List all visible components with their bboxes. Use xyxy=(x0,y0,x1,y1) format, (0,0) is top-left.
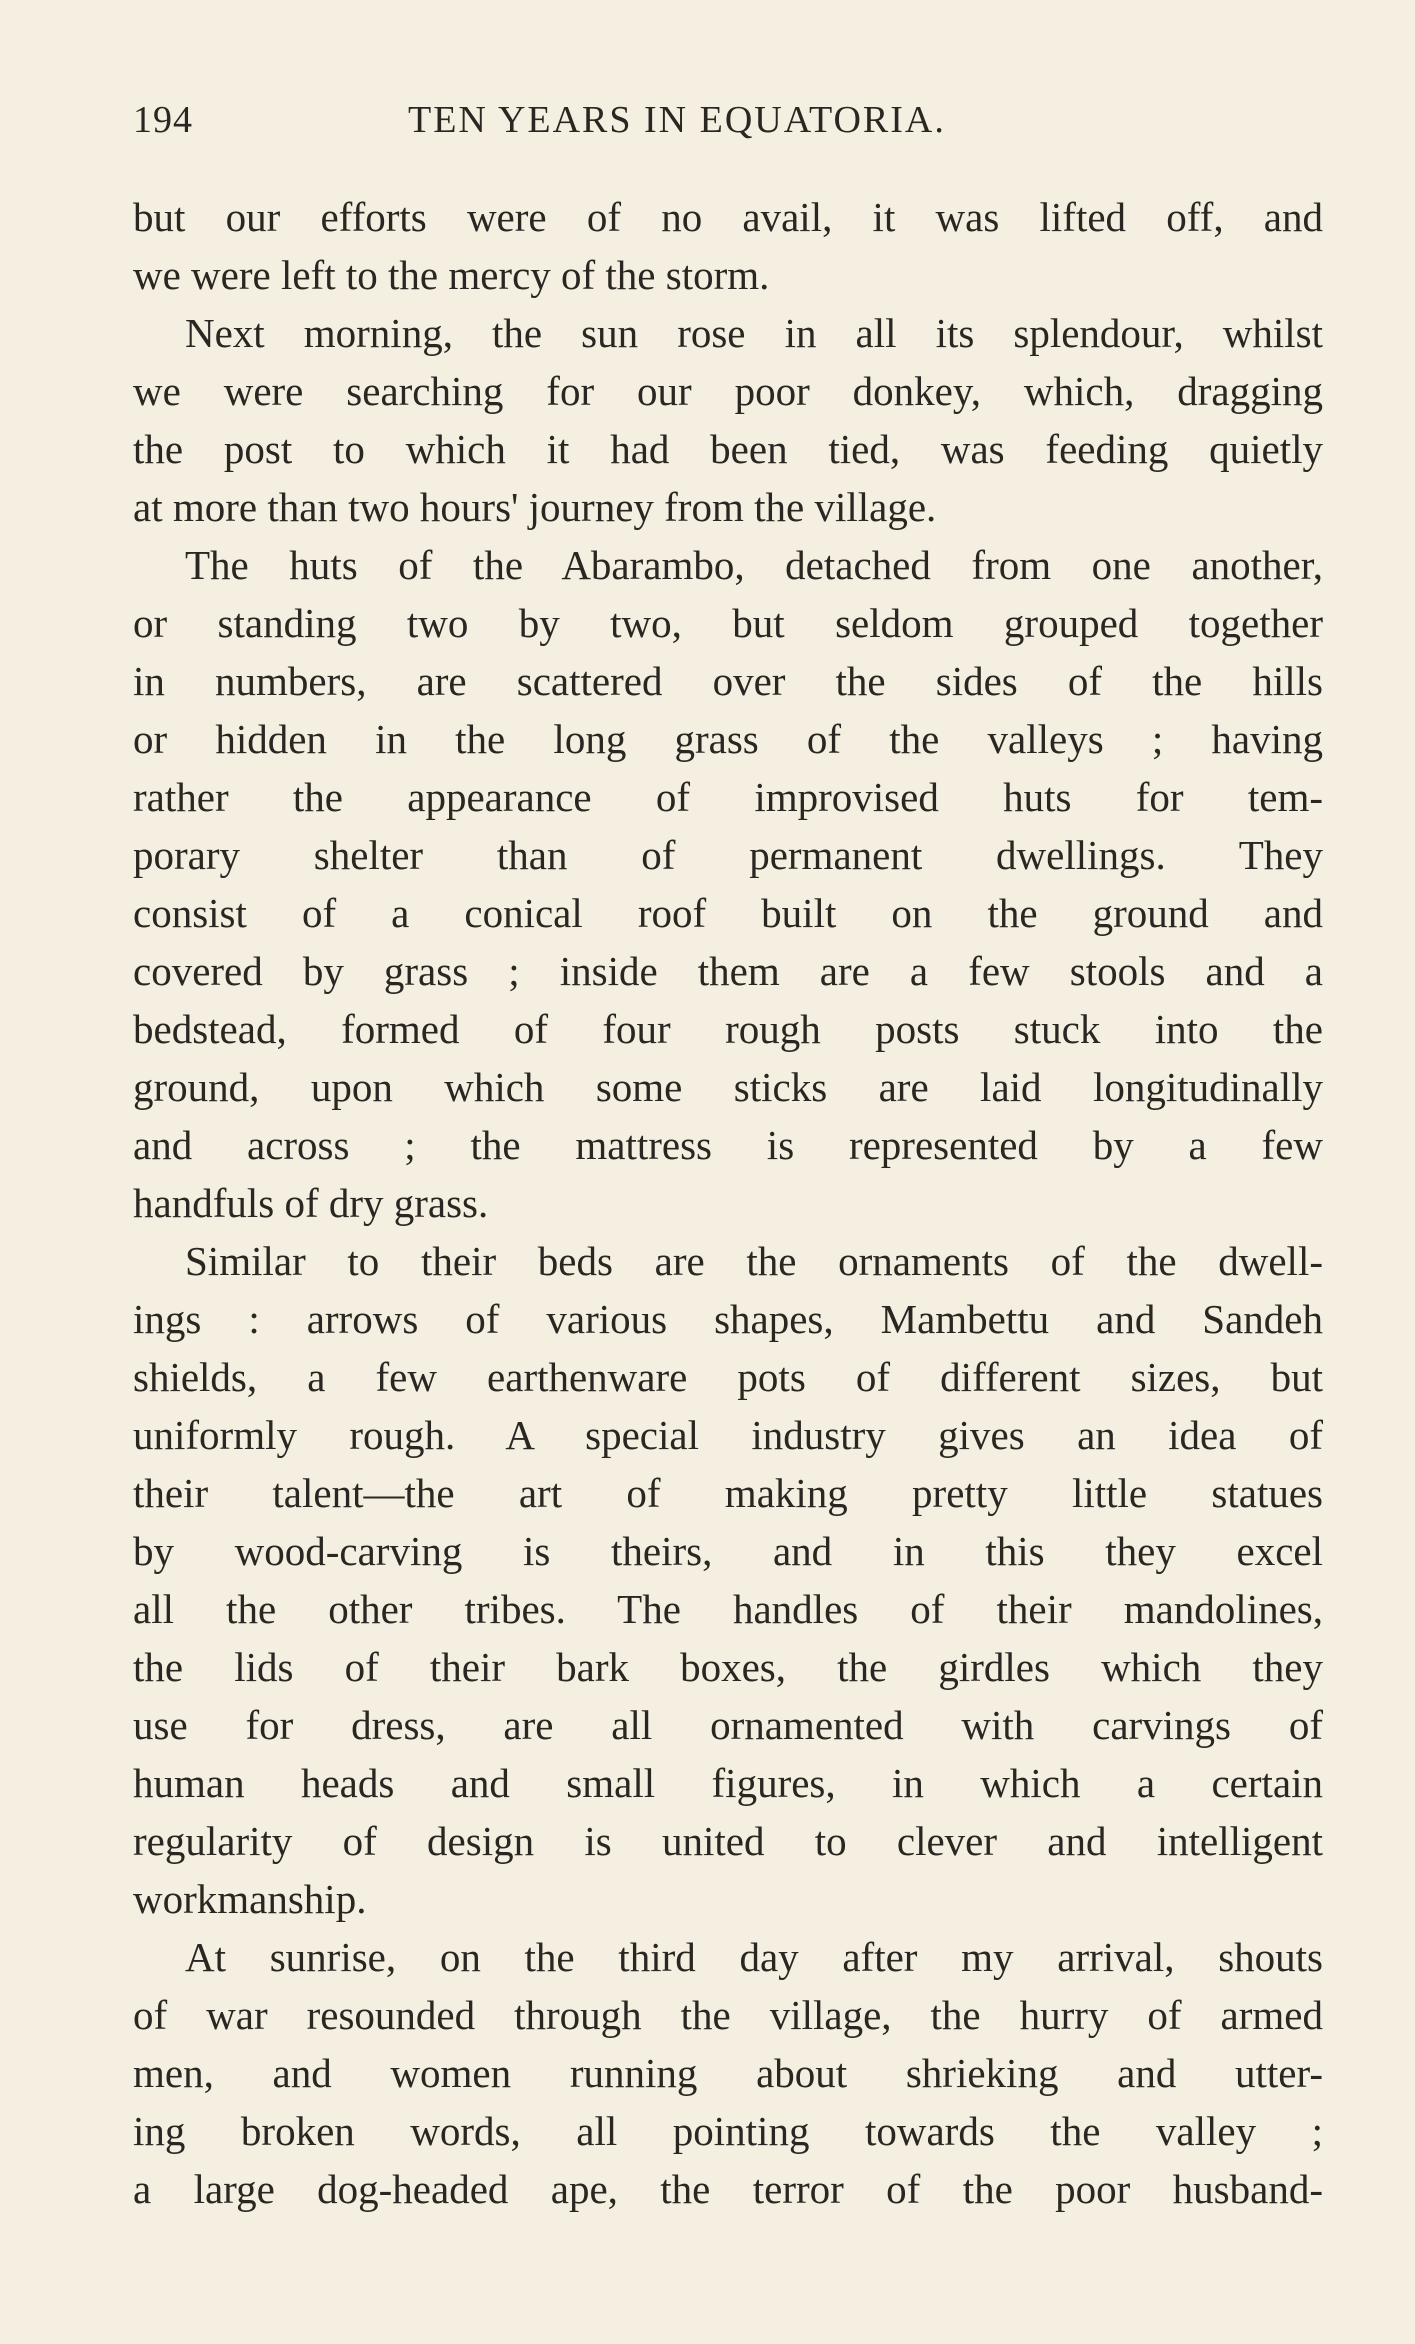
text-line: or standing two by two, but seldom grouped together xyxy=(133,600,1323,646)
text-line: shields, a few earthenware pots of different sizes, but xyxy=(133,1354,1323,1400)
text-line: human heads and small figures, in which a certain xyxy=(133,1760,1323,1806)
text-line: at more than two hours' journey from the village. xyxy=(133,484,937,530)
text-line: bedstead, formed of four rough posts stuck into the xyxy=(133,1006,1323,1052)
text-line: or hidden in the long grass of the valleys ; having xyxy=(133,716,1323,762)
text-line: handfuls of dry grass. xyxy=(133,1180,489,1226)
text-line: in numbers, are scattered over the sides of the hills xyxy=(133,658,1323,704)
text-line: all the other tribes. The handles of their mandolines, xyxy=(133,1586,1323,1632)
running-title: TEN YEARS IN EQUATORIA. xyxy=(408,99,946,141)
page-header xyxy=(133,98,1333,148)
text-line: but our efforts were of no avail, it was lifted off, and xyxy=(133,194,1323,240)
text-line: rather the appearance of improvised huts for tem- xyxy=(133,774,1323,820)
text-line: ings : arrows of various shapes, Mambettu and Sandeh xyxy=(133,1296,1323,1342)
text-line: and across ; the mattress is represented by a few xyxy=(133,1122,1323,1168)
text-line: their talent—the art of making pretty little statues xyxy=(133,1470,1323,1516)
text-line: use for dress, are all ornamented with carvings of xyxy=(133,1702,1323,1748)
text-line: men, and women running about shrieking and utter- xyxy=(133,2050,1323,2096)
text-line: the post to which it had been tied, was feeding quietly xyxy=(133,426,1323,472)
body-text xyxy=(133,188,1323,2218)
text-line: the lids of their bark boxes, the girdles which they xyxy=(133,1644,1323,1690)
text-line: regularity of design is united to clever and intelligent xyxy=(133,1818,1323,1864)
page-number: 194 xyxy=(133,99,193,141)
text-line: workmanship. xyxy=(133,1876,367,1922)
text-line: a large dog-headed ape, the terror of the poor husband- xyxy=(133,2166,1323,2212)
text-line: covered by grass ; inside them are a few stools and a xyxy=(133,948,1323,994)
text-line: porary shelter than of permanent dwellings. They xyxy=(133,832,1323,878)
text-line: ing broken words, all pointing towards the valley ; xyxy=(133,2108,1323,2154)
text-line: we were left to the mercy of the storm. xyxy=(133,252,770,298)
text-line: we were searching for our poor donkey, which, dragging xyxy=(133,368,1323,414)
text-line: of war resounded through the village, the hurry of armed xyxy=(133,1992,1323,2038)
text-line: by wood-carving is theirs, and in this they excel xyxy=(133,1528,1323,1574)
text-line: At sunrise, on the third day after my arrival, shouts xyxy=(185,1934,1323,1980)
text-line: consist of a conical roof built on the ground and xyxy=(133,890,1323,936)
text-line: ground, upon which some sticks are laid longitudinally xyxy=(133,1064,1323,1110)
text-line: Similar to their beds are the ornaments of the dwell- xyxy=(185,1238,1323,1284)
text-line: Next morning, the sun rose in all its splendour, whilst xyxy=(185,310,1323,356)
text-line: uniformly rough. A special industry gives an idea of xyxy=(133,1412,1323,1458)
text-line: The huts of the Abarambo, detached from one another, xyxy=(185,542,1323,588)
